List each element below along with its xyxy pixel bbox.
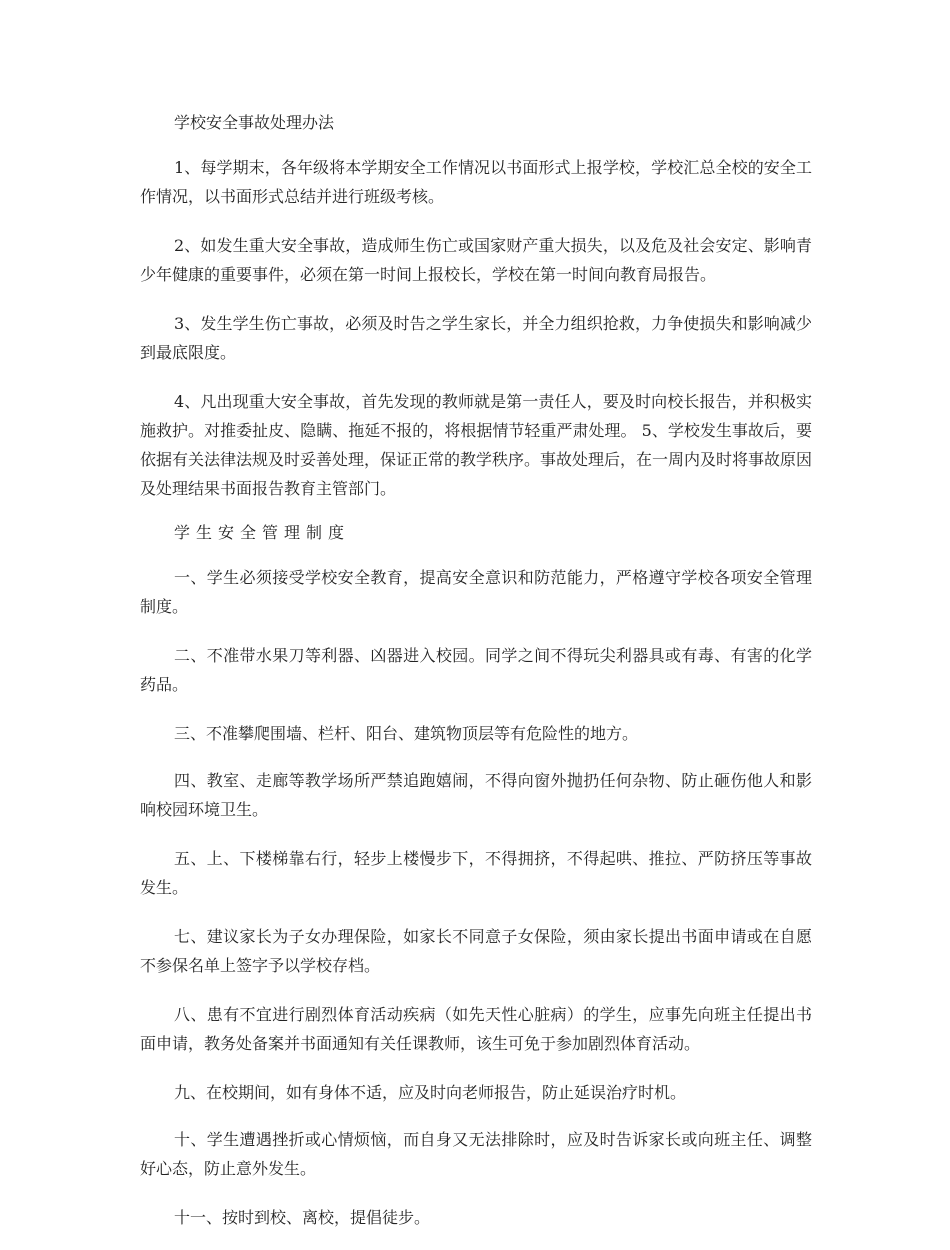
rule-11: 十一、按时到校、离校，提倡徒步。 — [174, 1208, 431, 1227]
rule-9: 九、在校期间，如有身体不适，应及时向老师报告，防止延误治疗时机。 — [174, 1083, 687, 1102]
section2-title: 学生安全管理制度 — [174, 523, 351, 542]
rule-10: 十、学生遭遇挫折或心情烦恼，而自身又无法排除时，应及时告诉家长或向班主任、调整好心态，防止意外发生。 — [140, 1130, 812, 1178]
section1-title: 学校安全事故处理办法 — [174, 113, 335, 132]
rule-7: 七、建议家长为子女办理保险，如家长不同意子女保险，须由家长提出书面申请或在自愿不参保名单上签字予以学校存档。 — [140, 927, 812, 975]
rule-4: 四、教室、走廊等教学场所严禁追跑嬉闹，不得向窗外抛扔任何杂物、防止砸伤他人和影响校园环境卫生。 — [140, 771, 812, 819]
section1-paragraph-1: 1、每学期末，各年级将本学期安全工作情况以书面形式上报学校，学校汇总全校的安全工作情况，以书面形式总结并进行班级考核。 — [140, 158, 812, 206]
rule-2: 二、不准带水果刀等利器、凶器进入校园。同学之间不得玩尖利器具或有毒、有害的化学药品。 — [140, 646, 812, 694]
rule-1: 一、学生必须接受学校安全教育，提高安全意识和防范能力，严格遵守学校各项安全管理制度。 — [140, 568, 812, 616]
rule-8: 八、患有不宜进行剧烈体育活动疾病（如先天性心脏病）的学生，应事先向班主任提出书面申请，教务处备案并书面通知有关任课教师，该生可免于参加剧烈体育活动。 — [140, 1005, 812, 1053]
document-page — [140, 113, 812, 1250]
section1-paragraph-2: 2、如发生重大安全事故，造成师生伤亡或国家财产重大损失，以及危及社会安定、影响青少年健康的重要事件，必须在第一时间上报校长，学校在第一时间向教育局报告。 — [140, 236, 812, 284]
section1-paragraph-3: 3、发生学生伤亡事故，必须及时告之学生家长，并全力组织抢救，力争使损失和影响减少到最底限度。 — [140, 314, 812, 362]
section1-paragraph-4: 4、凡出现重大安全事故，首先发现的教师就是第一责任人，要及时向校长报告，并积极实施救护。对推委扯皮、隐瞒、拖延不报的，将根据情节轻重严肃处理。 5、学校发生事故后，要依据有关法律法规及时妥善处理，保证正常的教学秩序。事故处理后，在一周内及时将事故原因及处理结果书面报告教育主管部门。 — [140, 392, 813, 498]
rule-3: 三、不准攀爬围墙、栏杆、阳台、建筑物顶层等有危险性的地方。 — [174, 724, 639, 743]
rule-5: 五、上、下楼梯靠右行，轻步上楼慢步下，不得拥挤，不得起哄、推拉、严防挤压等事故发生。 — [140, 849, 812, 897]
